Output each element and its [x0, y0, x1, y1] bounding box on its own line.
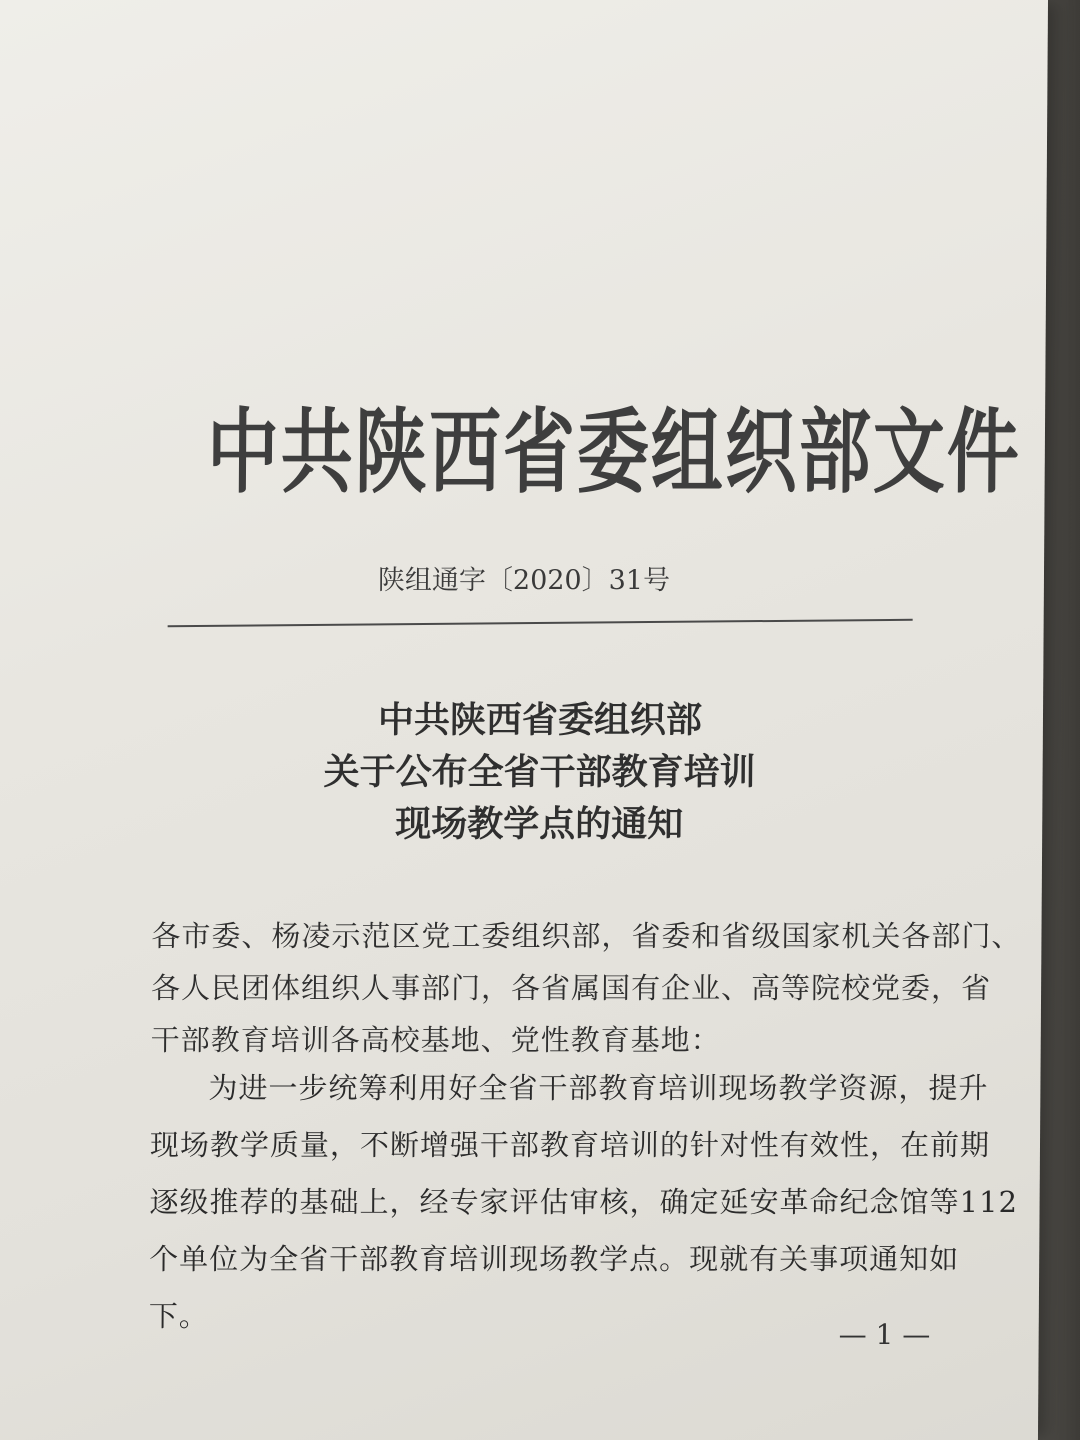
notice-title-line: 中共陕西省委组织部 [377, 700, 703, 741]
notice-title [264, 695, 815, 851]
body-line: 个单位为全省干部教育培训现场教学点。现就有关事项通知如 [149, 1242, 960, 1276]
body-line: 下。 [148, 1299, 209, 1333]
recipients-line: 各人民团体组织人事部门，各省属国有企业、高等院校党委，省 [150, 971, 992, 1005]
document-number: 陕组通字〔2020〕31号 [377, 565, 671, 596]
recipients-line: 各市委、杨凌示范区党工委组织部，省委和省级国家机关各部门、 [151, 919, 1022, 953]
recipients-line: 干部教育培训各高校基地、党性教育基地： [150, 1023, 721, 1057]
body-line: 为进一步统筹利用好全省干部教育培训现场教学资源，提升 [208, 1071, 989, 1105]
notice-title-line: 现场教学点的通知 [395, 804, 684, 845]
body-line: 现场教学质量，不断增强干部教育培训的针对性有效性，在前期 [149, 1128, 991, 1162]
header-divider [168, 619, 913, 628]
body-paragraph [148, 1060, 1019, 1345]
body-line: 逐级推荐的基础上，经专家评估审核，确定延安革命纪念馆等112 [149, 1185, 1019, 1219]
recipients-block [150, 910, 1022, 1066]
notice-title-line: 关于公布全省干部教育培训 [323, 752, 756, 793]
page-number: — 1 — [838, 1318, 931, 1351]
document-header-title: 中共陕西省委组织部文件 [206, 398, 1022, 506]
